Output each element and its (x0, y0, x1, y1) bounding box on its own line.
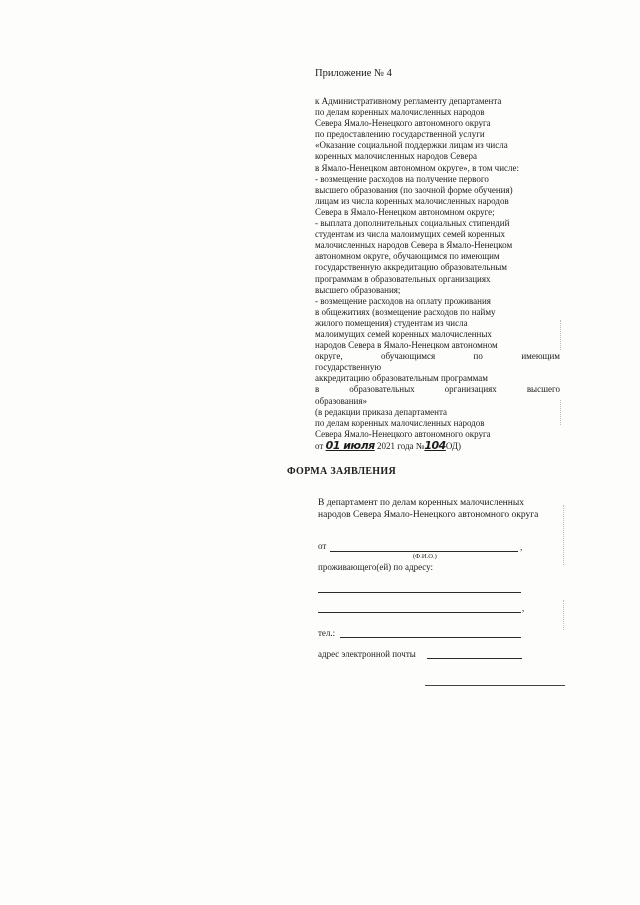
handwritten-order-number: 104 (424, 438, 446, 452)
regulation-line: «Оказание социальной поддержки лицам из числа (315, 140, 508, 151)
regulation-line: Севера в Ямало-Ненецком автономном округе; (315, 206, 495, 217)
regulation-line: в общежитиях (возмещение расходов по найму (315, 306, 496, 317)
scan-edge-mark (560, 400, 561, 425)
regulation-line: (в редакции приказа департамента (315, 406, 448, 417)
order-date-line (315, 440, 560, 452)
fio-caption: (Ф.И.О.) (413, 553, 437, 560)
regulation-line: лицам из числа коренных малочисленных народов (315, 195, 509, 206)
regulation-word: в (315, 384, 320, 395)
regulation-line: Севера Ямало-Ненецкого автономного округа (315, 428, 491, 439)
email-label: адрес электронной почты (318, 649, 416, 659)
handwritten-date: 01 июля (325, 438, 375, 452)
regulation-line: - выплата дополнительных социальных стипендий (315, 218, 510, 229)
regulation-word: образовательных (349, 384, 415, 395)
phone-label: тел.: (318, 628, 336, 638)
regulation-line: - возмещение расходов на получение первого (315, 173, 489, 184)
regulation-line: Севера Ямало-Ненецкого автономного округа (315, 118, 491, 129)
regulation-line: государственную (315, 362, 382, 373)
regulation-line: малоимущих семей коренных малочисленных (315, 328, 492, 339)
regulation-line: жилого помещения) студентам из числа (315, 317, 468, 328)
regulation-word: округе, (315, 351, 343, 362)
regulation-line: аккредитацию образовательным программам (315, 373, 488, 384)
regulation-word: по (473, 351, 483, 362)
regulation-line: государственную аккредитацию образовательным (315, 262, 508, 273)
regulation-line: программам в образовательных организациях (315, 273, 491, 284)
regulation-line: народов Севера в Ямало-Ненецком автономном (315, 340, 498, 351)
date-year-label: 2021 года № (377, 440, 425, 451)
applicant-name-field[interactable] (330, 551, 518, 552)
regulation-line: высшего образования; (315, 284, 401, 295)
regulation-line: по делам коренных малочисленных народов (315, 107, 485, 118)
bottom-rule (425, 685, 565, 686)
regulation-word: имеющим (521, 351, 560, 362)
date-prefix: от (315, 440, 324, 451)
addressee: В департамент по делам коренных малочисленных народов Севера Ямало-Ненецкого автономного округа (318, 498, 539, 520)
regulation-word: организациях (444, 384, 497, 395)
regulation-line: студентам из числа малоимущих семей коренных (315, 229, 505, 240)
comma: , (522, 603, 525, 613)
scan-edge-mark (563, 600, 564, 630)
regulation-line: по делам коренных малочисленных народов (315, 417, 485, 428)
scan-edge-mark (560, 320, 561, 350)
form-title: ФОРМА ЗАЯВЛЕНИЯ (287, 466, 396, 477)
scan-edge-mark (563, 505, 564, 565)
regulation-line: по предоставлению государственной услуги (315, 129, 485, 140)
appendix-title: Приложение № 4 (315, 68, 392, 79)
order-suffix: ОД) (445, 440, 462, 451)
regulation-line: в Ямало-Ненецком автономном округе», в том числе: (315, 162, 520, 173)
address-line-2-field[interactable] (318, 612, 521, 613)
regulation-line: автономном округе, обучающимся по имеющим (315, 251, 500, 262)
regulation-line: образования» (315, 395, 367, 406)
from-label: от (318, 541, 327, 551)
regulation-word: обучающимся (381, 351, 436, 362)
regulation-line: к Административному регламенту департамента (315, 96, 502, 106)
comma: , (520, 542, 523, 552)
residing-label: проживающего(ей) по адресу: (318, 562, 434, 572)
regulation-justified-line (315, 384, 560, 395)
regulation-line: высшего образования (по заочной форме обучения) (315, 184, 513, 195)
regulation-word: высшего (526, 384, 560, 395)
regulation-line: - возмещение расходов на оплату проживания (315, 295, 491, 306)
address-line-1-field[interactable] (318, 592, 521, 593)
regulation-line: малочисленных народов Севера в Ямало-Ненецком (315, 240, 513, 251)
regulation-line: коренных малочисленных народов Севера (315, 151, 477, 162)
regulation-reference (315, 96, 560, 452)
regulation-justified-line (315, 351, 560, 362)
email-field[interactable] (427, 658, 522, 659)
phone-field[interactable] (340, 637, 521, 638)
